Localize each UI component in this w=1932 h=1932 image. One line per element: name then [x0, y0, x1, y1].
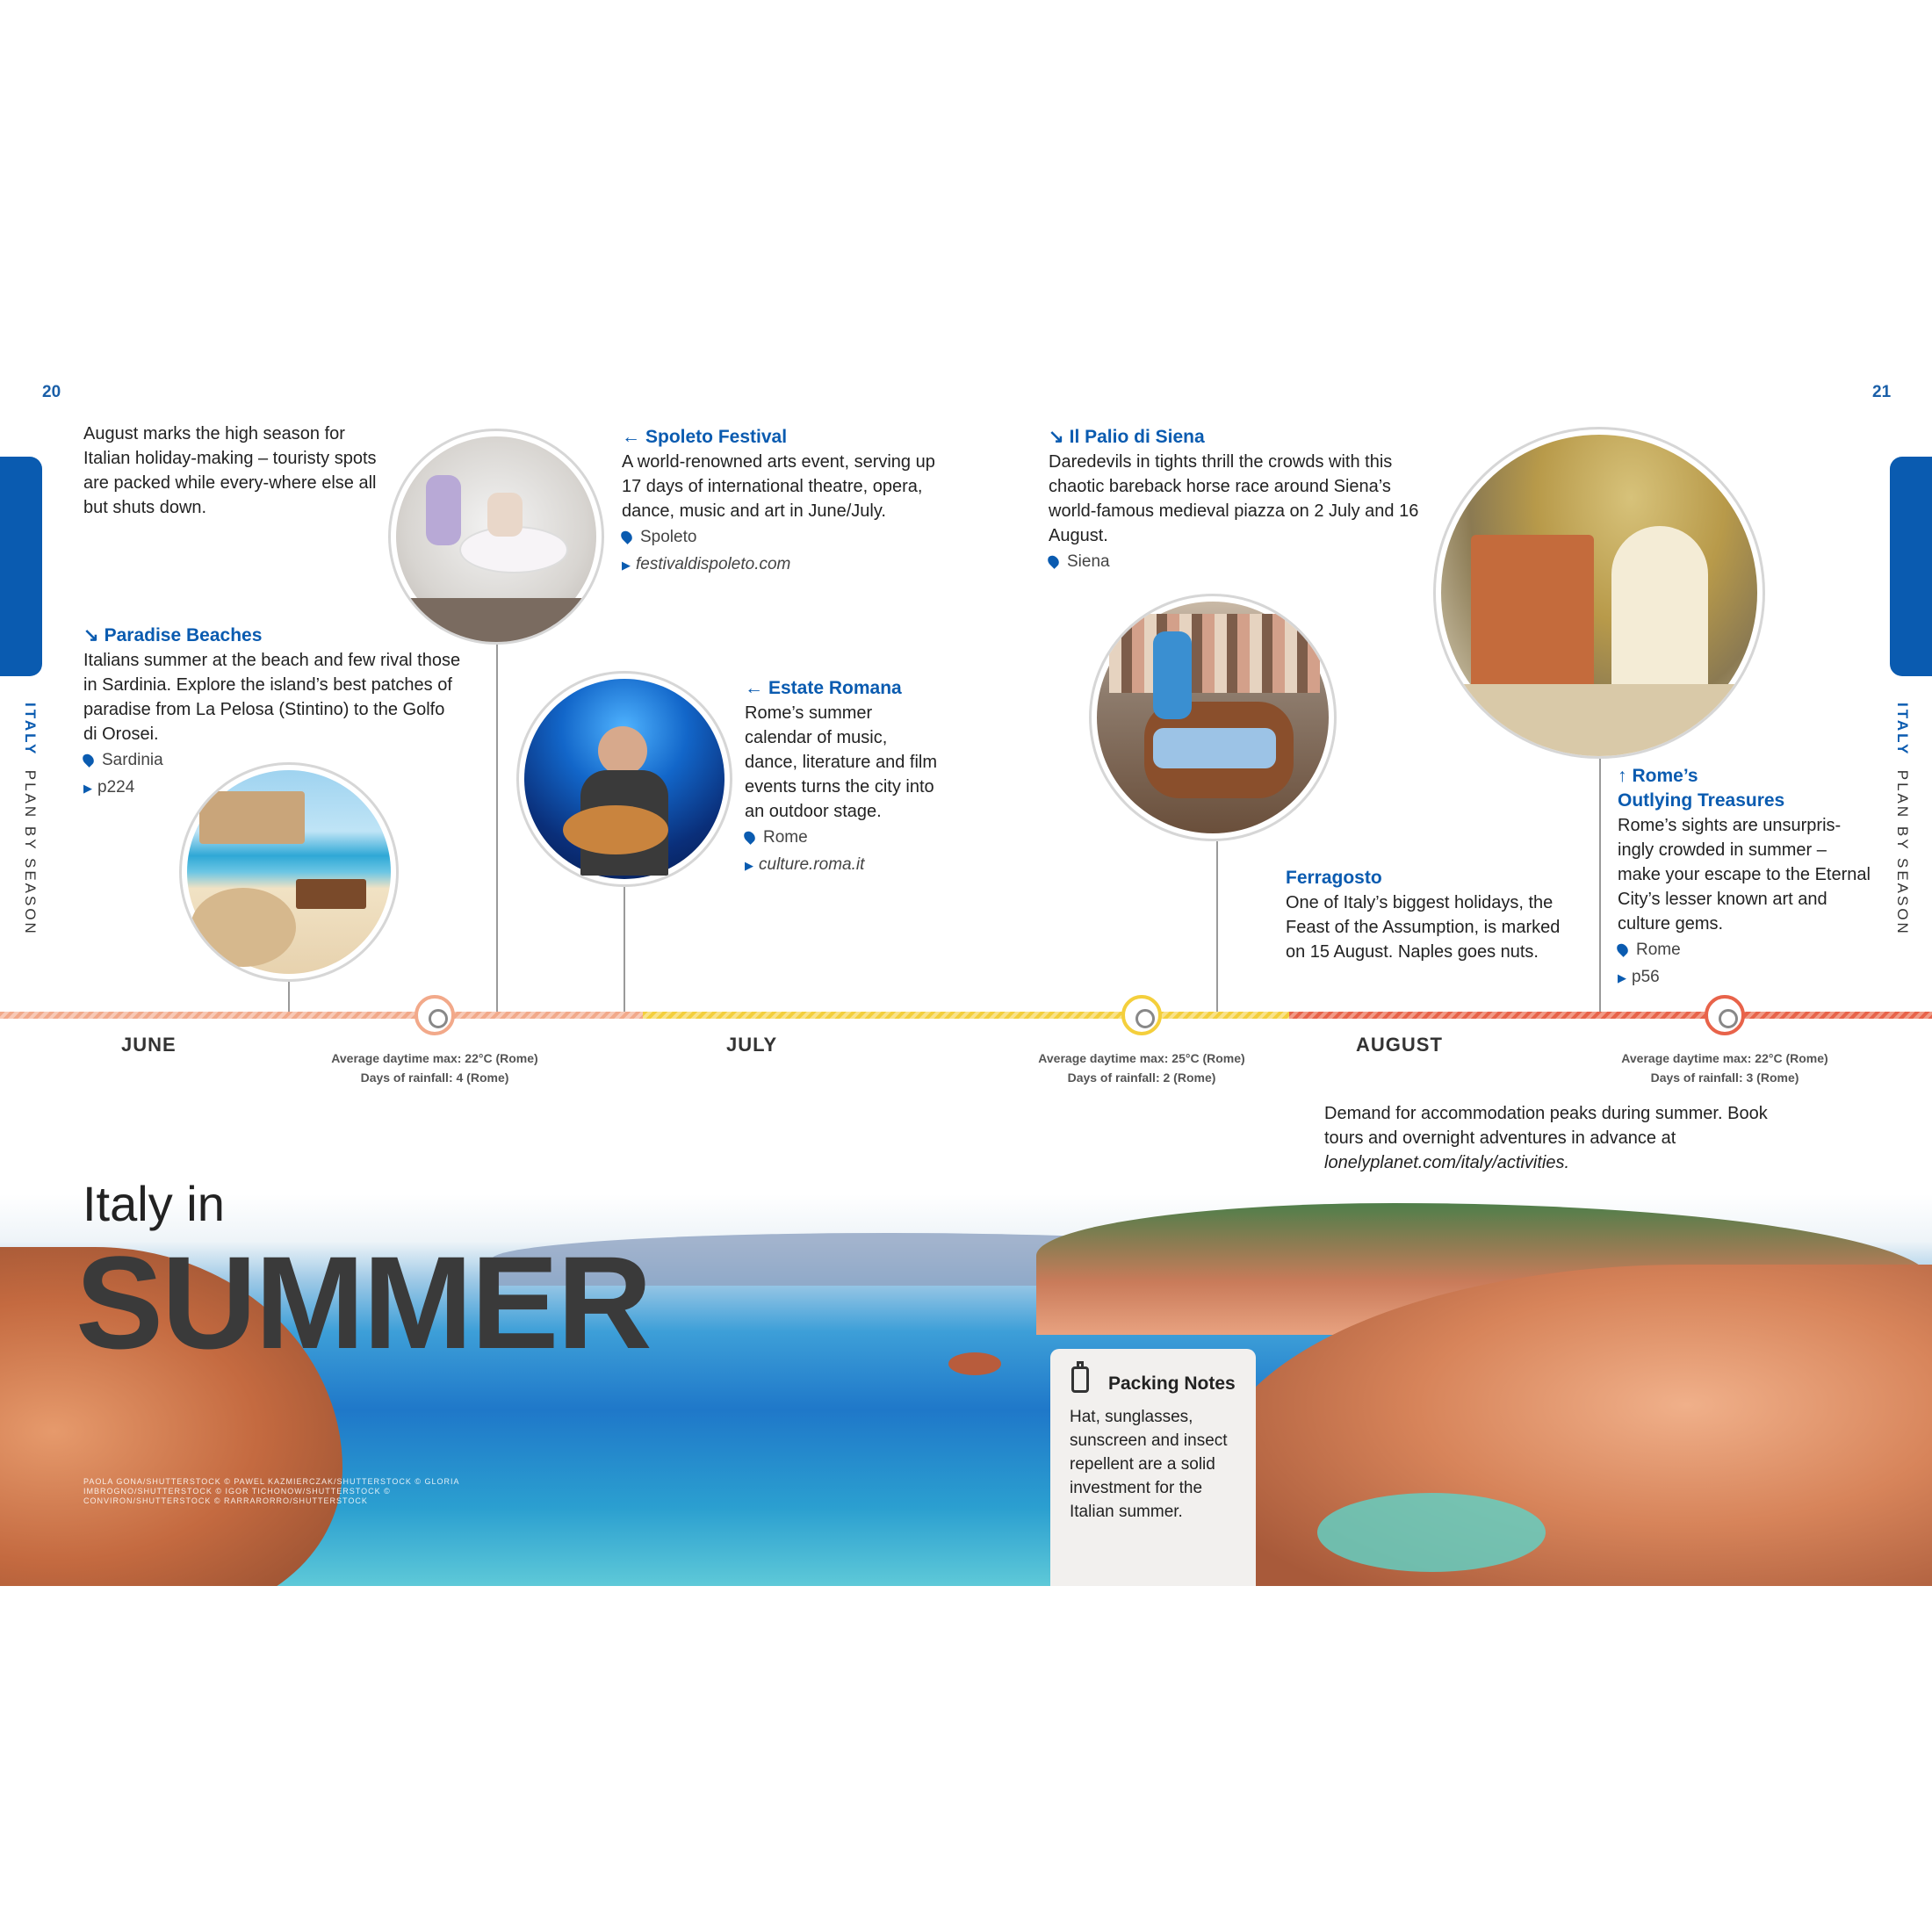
dancer-partner: [426, 475, 461, 545]
spoleto-festival-text: A world-renowned arts event, serving up 17 days of international theatre, opera, dance, music and art in June/July.: [622, 452, 935, 521]
palio-connector: [1216, 841, 1218, 1013]
estate-link[interactable]: ▶ culture.roma.it: [745, 855, 865, 874]
small-rock-islet: [948, 1352, 1001, 1375]
climate-august: Average daytime max: 22°C (Rome) Days of rainfall: 3 (Rome): [1621, 1051, 1828, 1085]
wicker-chair: [191, 888, 296, 967]
photo-credits: PAOLA GONA/SHUTTERSTOCK © PAWEL KAZMIERCZAK/SHUTTERSTOCK © GLORIA IMBROGNO/SHUTTERSTOCK © IGOR TICHONOW/SHUTTERSTOCK © CONVIRON/SHUTTERSTOCK © RARRARORRO/SHUTTERSTOCK: [83, 1477, 459, 1505]
estate-romana-heading: ← Estate Romana: [745, 678, 902, 698]
triangle-right-icon: ▶: [622, 559, 631, 572]
palio-text: Daredevils in tights thrill the crowds with this chaotic bareback horse race around Siena’s world-famous medieval piazza on 2 July and 16 August.: [1049, 452, 1419, 545]
arched-loggia: [1611, 526, 1708, 702]
outlying-heading: ↑ Rome’s Outlying Treasures: [1618, 766, 1785, 811]
side-label-right: ITALY PLAN BY SEASON: [1894, 703, 1911, 936]
palio-photo: [1089, 594, 1337, 841]
estate-romana-text: Rome’s summer calendar of music, dance, literature and film events turns the city into an outdoor stage.: [745, 703, 938, 821]
musician-photo: [516, 671, 732, 887]
timeline-august: [1289, 1012, 1932, 1019]
climate-june: Average daytime max: 22°C (Rome) Days of rainfall: 4 (Rome): [331, 1051, 538, 1085]
gallery-floor: [1436, 684, 1765, 759]
climate-july: Average daytime max: 25°C (Rome) Days of rainfall: 2 (Rome): [1038, 1051, 1245, 1085]
month-july: JULY: [726, 1034, 778, 1056]
sun-icon-august: [1705, 995, 1745, 1035]
month-june: JUNE: [121, 1034, 177, 1056]
luggage-handle: [1077, 1361, 1084, 1368]
horse-caparison: [1153, 728, 1276, 768]
demand-note: Demand for accommodation peaks during summer. Book tours and overnight adventures in advance at lonelyplanet.com/italy/activities.: [1324, 1104, 1768, 1172]
dancer-ballerina: [487, 493, 523, 537]
arrow-left-icon: ←: [745, 678, 763, 698]
spoleto-link[interactable]: ▶ festivaldispoleto.com: [622, 555, 791, 573]
musician-head: [598, 726, 647, 775]
palio-block: [1049, 425, 1426, 575]
ferragosto-block: [1286, 866, 1584, 964]
outlying-location: Rome: [1618, 936, 1872, 963]
packing-notes-text: Hat, sunglasses, sunscreen and insect repellent are a solid investment for the Italian summer.: [1070, 1408, 1228, 1521]
outlying-block: [1618, 764, 1872, 991]
estate-connector: [624, 887, 625, 1013]
estate-location: Rome: [745, 824, 938, 851]
triangle-right-icon: ▶: [1618, 971, 1626, 984]
outlying-page-ref[interactable]: ▶ p56: [1618, 968, 1660, 986]
palio-heading: ↘ Il Palio di Siena: [1049, 427, 1205, 447]
spoleto-festival-block: [622, 425, 938, 579]
packing-notes-title: Packing Notes: [1108, 1373, 1236, 1394]
sun-icon-june: [415, 995, 455, 1035]
gallery-photo: [1433, 427, 1765, 759]
side-tab-right: [1890, 457, 1932, 676]
paradise-location: Sardinia: [83, 746, 461, 774]
outlying-connector: [1599, 759, 1601, 1013]
fresco-wall: [1471, 535, 1594, 693]
estate-romana-block: [745, 676, 938, 879]
map-pin-icon: [1046, 553, 1062, 569]
title-italy-in: Italy in: [83, 1176, 225, 1231]
sun-icon-july: [1121, 995, 1162, 1035]
luggage-icon: [1071, 1366, 1089, 1393]
outlying-text: Rome’s sights are unsurpris-ingly crowded in summer – make your escape to the Eternal City’s lesser known art and culture gems.: [1618, 816, 1871, 934]
side-label-left: ITALY PLAN BY SEASON: [22, 703, 39, 936]
timeline-july: [643, 1012, 1289, 1019]
turquoise-shallows: [1317, 1493, 1546, 1572]
page-number-right: 21: [1872, 383, 1892, 401]
paradise-beaches-heading: ↘ Paradise Beaches: [83, 625, 263, 645]
demand-link[interactable]: lonelyplanet.com/italy/activities.: [1324, 1153, 1570, 1172]
title-summer: SUMMER: [76, 1229, 651, 1376]
packing-notes-box: [1050, 1349, 1256, 1586]
paradise-beaches-text: Italians summer at the beach and few rival those in Sardinia. Explore the island’s best patches of paradise from La Pelosa (Stintino) to the Golfo di Orosei.: [83, 651, 461, 744]
stage-floor: [391, 598, 604, 645]
map-pin-icon: [742, 829, 758, 845]
jockey: [1153, 631, 1192, 719]
palio-location: Siena: [1049, 548, 1426, 575]
intro-text: August marks the high season for Italian holiday-making – touristy spots are packed while every-where else all but shuts down.: [83, 424, 377, 517]
side-tab-left: [0, 457, 42, 676]
map-pin-icon: [81, 752, 97, 768]
timeline-june: [0, 1012, 643, 1019]
spoleto-connector: [496, 645, 498, 1013]
page-number-left: 20: [42, 383, 61, 401]
table: [296, 879, 366, 909]
triangle-right-icon: ▶: [83, 782, 92, 795]
arrow-left-icon: ←: [622, 427, 640, 447]
beach-hut-roof: [199, 791, 305, 844]
beach-photo: [179, 762, 399, 982]
map-pin-icon: [1615, 941, 1631, 957]
spoleto-location: Spoleto: [622, 523, 938, 551]
paradise-page-ref[interactable]: ▶ p224: [83, 778, 135, 797]
beach-connector: [288, 982, 290, 1013]
ballet-photo: [388, 429, 604, 645]
arrow-down-right-icon: ↘: [1049, 427, 1064, 447]
triangle-right-icon: ▶: [745, 859, 753, 872]
ferragosto-text: One of Italy’s biggest holidays, the Feast of the Assumption, is marked on 15 August. Naples goes nuts.: [1286, 893, 1561, 962]
spoleto-festival-heading: ← Spoleto Festival: [622, 427, 788, 447]
ferragosto-heading: Ferragosto: [1286, 868, 1382, 888]
guitar: [563, 805, 668, 854]
map-pin-icon: [619, 529, 635, 544]
arrow-down-right-icon: ↘: [83, 625, 99, 645]
arrow-up-icon: ↑: [1618, 766, 1627, 786]
month-august: AUGUST: [1356, 1034, 1443, 1056]
crowd: [1109, 614, 1320, 693]
